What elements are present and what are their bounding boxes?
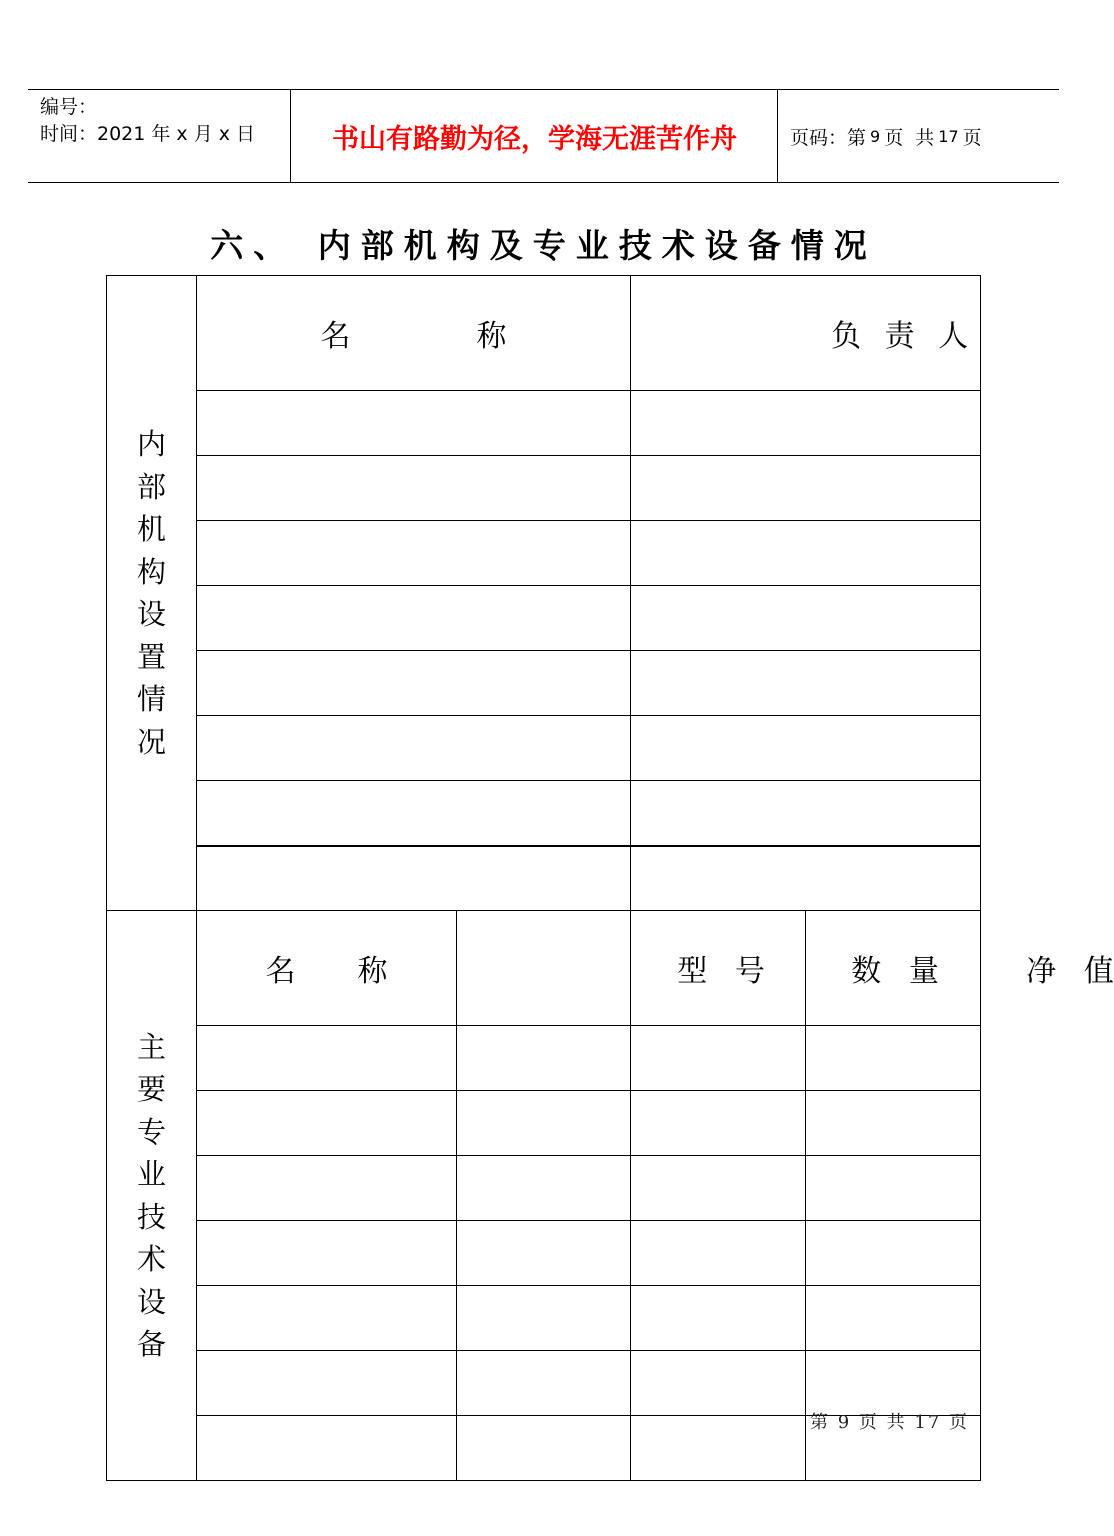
equip-qty-cell[interactable] <box>631 1156 806 1221</box>
org-col-name-b: 称 <box>476 319 507 354</box>
equip-value-cell[interactable] <box>806 1026 981 1091</box>
org-col-name-a: 名 <box>320 319 351 354</box>
equip-model-cell[interactable] <box>457 1026 631 1091</box>
org-name-cell[interactable] <box>197 781 631 846</box>
section-equip-label: 主要专业技术设备 <box>136 1029 166 1361</box>
equip-value-cell[interactable] <box>806 1156 981 1221</box>
header-meta <box>40 94 255 148</box>
section-org-label-cell <box>107 276 197 911</box>
equip-name-cell[interactable] <box>197 1091 457 1156</box>
form-table <box>106 275 1114 1481</box>
org-name-cell[interactable] <box>197 846 631 911</box>
equip-model-cell[interactable] <box>457 1221 631 1286</box>
org-head-cell[interactable] <box>631 391 981 456</box>
page-title: 六、 内部机构及专业技术设备情况 <box>210 226 877 265</box>
equip-qty-cell[interactable] <box>631 1351 806 1416</box>
page-total: 17 <box>938 126 959 146</box>
equip-qty-cell[interactable] <box>631 1221 806 1286</box>
equip-value-cell[interactable] <box>806 1286 981 1351</box>
org-name-cell[interactable] <box>197 586 631 651</box>
equip-value-cell[interactable] <box>806 1091 981 1156</box>
equip-col-qty <box>631 911 939 1026</box>
equip-qty-cell[interactable] <box>631 1286 806 1351</box>
header-motto: 书山有路勤为径，学海无涯苦作舟 <box>332 123 737 155</box>
equip-model-cell[interactable] <box>457 1286 631 1351</box>
org-head-cell[interactable] <box>631 586 981 651</box>
org-name-cell[interactable] <box>197 521 631 586</box>
equip-col-model-label: 型 号 <box>677 954 765 989</box>
org-head-cell[interactable] <box>631 521 981 586</box>
equip-col-value <box>806 911 1114 1026</box>
org-name-cell[interactable] <box>197 391 631 456</box>
page-current: 9 <box>870 126 881 146</box>
equip-col-value-label: 净 值 <box>1026 954 1114 989</box>
equip-name-cell[interactable] <box>197 1351 457 1416</box>
equip-name-cell[interactable] <box>197 1286 457 1351</box>
org-head-cell[interactable] <box>631 846 981 911</box>
header-page-indicator <box>790 90 982 182</box>
page-header <box>28 89 1059 183</box>
section-equip-label-cell <box>107 911 197 1481</box>
equip-model-cell[interactable] <box>457 1091 631 1156</box>
equip-qty-cell[interactable] <box>631 1026 806 1091</box>
page-footer: 第 9 页 共 17 页 <box>810 1412 969 1433</box>
equip-col-name-b: 称 <box>357 954 388 989</box>
equip-value-cell[interactable] <box>806 1221 981 1286</box>
time-label: 时间：2021 年 x 月 x 日 <box>40 123 256 145</box>
header-divider <box>777 90 778 182</box>
org-head-cell[interactable] <box>631 651 981 716</box>
equip-qty-cell[interactable] <box>631 1416 806 1481</box>
org-col-head-label: 负 责 人 <box>831 319 969 354</box>
org-col-head <box>631 276 981 391</box>
page-middle: 页 共 <box>884 126 935 149</box>
page-prefix: 页码：第 <box>790 126 867 149</box>
equip-qty-cell[interactable] <box>631 1091 806 1156</box>
section-org-label: 内部机构设置情况 <box>136 427 166 759</box>
equip-col-name-a: 名 <box>265 954 296 989</box>
org-name-cell[interactable] <box>197 651 631 716</box>
org-name-cell[interactable] <box>197 716 631 781</box>
equip-name-cell[interactable] <box>197 1156 457 1221</box>
equip-model-cell[interactable] <box>457 1351 631 1416</box>
equip-model-cell[interactable] <box>457 1156 631 1221</box>
org-head-cell[interactable] <box>631 716 981 781</box>
number-label: 编号： <box>40 96 98 118</box>
equip-col-qty-label: 数 量 <box>851 954 939 989</box>
org-col-name <box>197 276 631 391</box>
equip-name-cell[interactable] <box>197 1026 457 1091</box>
page-suffix: 页 <box>962 126 982 149</box>
equip-name-cell[interactable] <box>197 1416 457 1481</box>
equip-name-cell[interactable] <box>197 1221 457 1286</box>
equip-col-model <box>457 911 765 1026</box>
equip-col-name <box>197 911 457 1026</box>
org-name-cell[interactable] <box>197 456 631 521</box>
org-head-cell[interactable] <box>631 456 981 521</box>
org-head-cell[interactable] <box>631 781 981 846</box>
equip-model-cell[interactable] <box>457 1416 631 1481</box>
equip-value-cell[interactable] <box>806 1351 981 1416</box>
